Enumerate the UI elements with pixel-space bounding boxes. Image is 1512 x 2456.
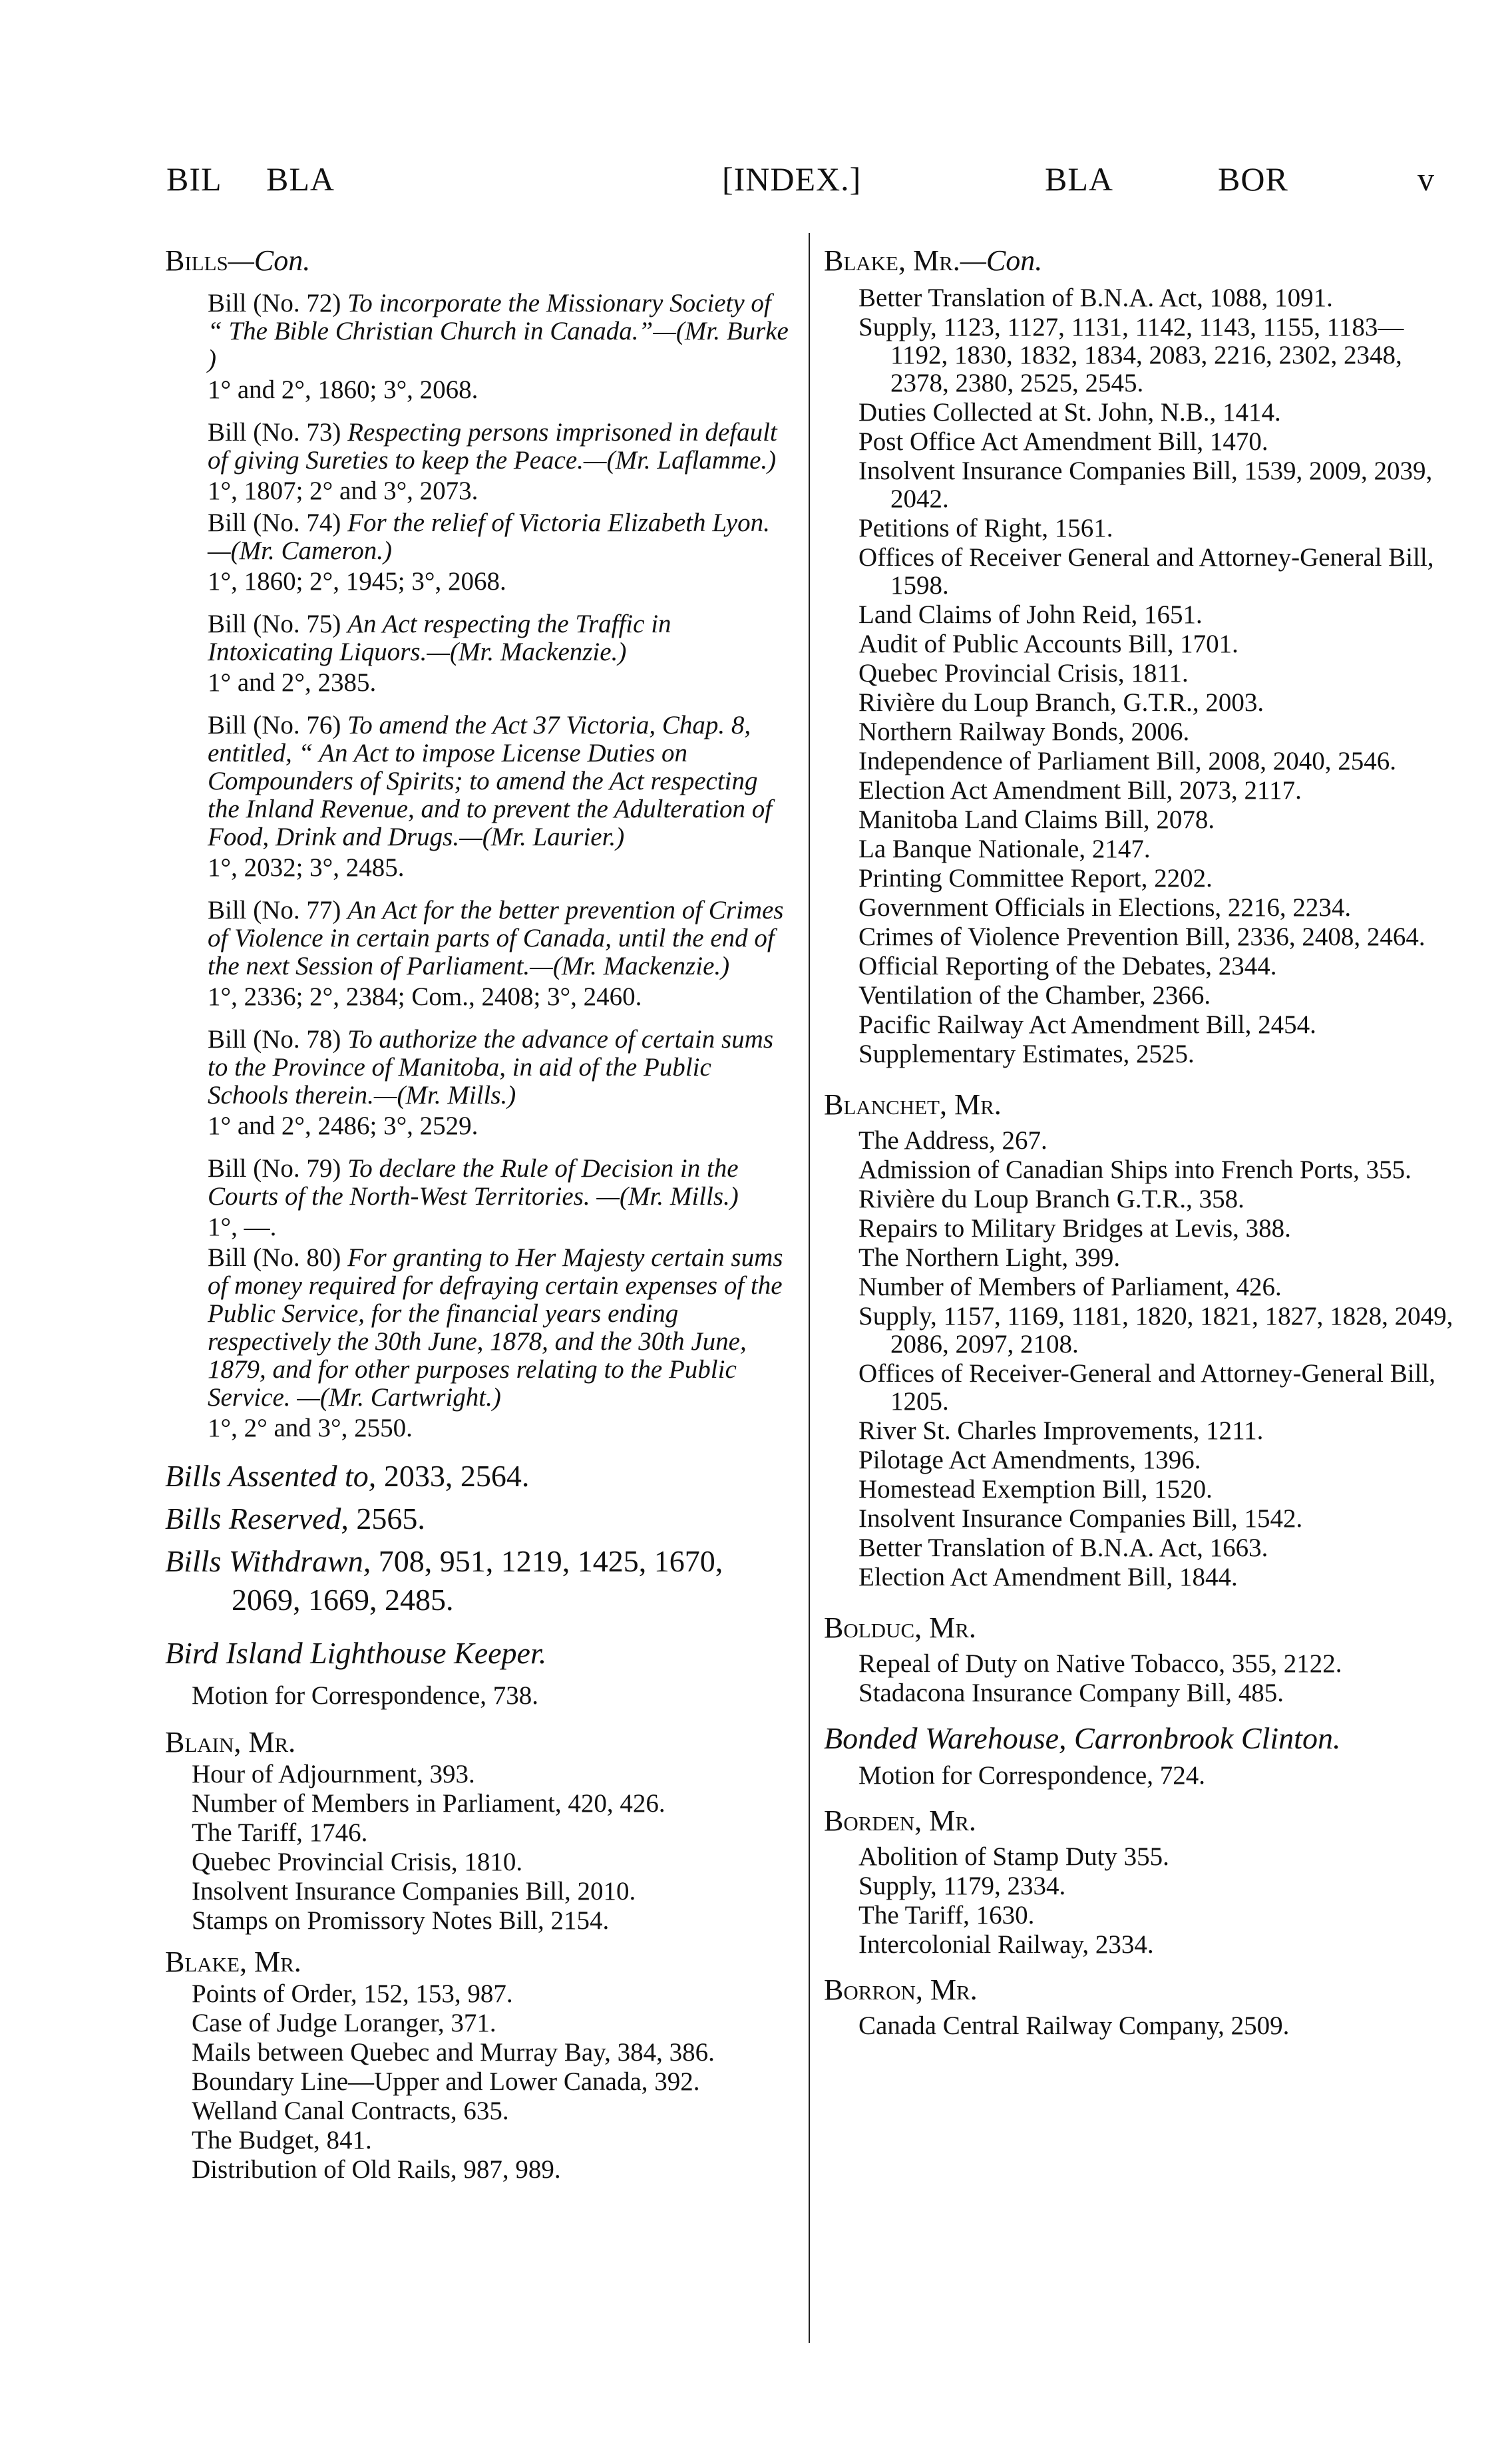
bolduc-entries [824,1650,1456,1707]
bill-title: To authorize the advance of certain sums to the Province of Manitoba, in aid of the Public Schools therein.—(Mr. Mills.) [208,1025,774,1110]
index-entry: Northern Railway Bonds, 2006. [858,717,1190,746]
index-entry: Audit of Public Accounts Bill, 1701. [858,630,1238,658]
index-entry: La Banque Nationale, 2147. [858,835,1151,863]
borden-entries [824,1843,1456,1959]
bill-entry [165,419,791,505]
index-entry: Distribution of Old Rails, 987, 989. [192,2155,561,2184]
header-left-term-2: BLA [266,160,335,198]
index-entry: Repairs to Military Bridges at Levis, 388. [858,1214,1291,1243]
bill-title: For granting to Her Majesty certain sums of money required for defraying certain expenses of the Public Service, for the financial years ending respectively the 30th June, 1878, and the 30th June, 1879, and for other purposes relating to the Public Service. —(Mr. Cartwright.) [208,1243,783,1412]
bill-title: An Act respecting the Traffic in Intoxicating Liquors.—(Mr. Mackenzie.) [208,610,671,666]
bill-readings: 1°, —. [208,1213,277,1241]
left-column [165,236,791,2184]
blake-con-heading: Blake, Mr.—Con. [824,244,1043,277]
index-entry: The Tariff, 1746. [192,1818,368,1847]
index-entry: Abolition of Stamp Duty 355. [858,1842,1169,1871]
index-entry: Post Office Act Amendment Bill, 1470. [858,427,1268,456]
index-entry: Election Act Amendment Bill, 1844. [858,1563,1238,1591]
bill-number: Bill (No. 80) [208,1243,341,1272]
bill-entry [165,897,791,1011]
blake-con-entries [824,284,1456,1068]
index-entry: Crimes of Violence Prevention Bill, 2336, 2408, 2464. [858,922,1425,951]
bill-title: To amend the Act 37 Victoria, Chap. 8, entitled, “ An Act to impose License Duties on Compounders of Spirits; to amend the Act respecting the Inland Revenue, and to prevent the Adulteration of Food, Drink and Drugs.—(Mr. Laurier.) [208,711,773,851]
index-entry: Mails between Quebec and Murray Bay, 384, 386. [192,2038,715,2067]
index-entry: Repeal of Duty on Native Tobacco, 355, 2122. [858,1649,1342,1678]
index-entry: Better Translation of B.N.A. Act, 1663. [858,1534,1268,1562]
bill-number: Bill (No. 72) [208,289,341,317]
bill-entry [165,712,791,882]
blain-entries [165,1760,791,1935]
bonded-warehouse-entry: Motion for Correspondence, 724. [858,1761,1205,1790]
bill-number: Bill (No. 75) [208,610,341,638]
bill-number: Bill (No. 76) [208,711,341,739]
index-entry: Printing Committee Report, 2202. [858,864,1213,893]
index-entry: Rivière du Loup Branch G.T.R., 358. [858,1185,1244,1213]
borden-heading: Borden, Mr. [824,1804,976,1837]
column-divider [809,233,810,2343]
index-entry: Government Officials in Elections, 2216, 2234. [858,893,1352,922]
index-entry: Stamps on Promissory Notes Bill, 2154. [192,1906,610,1935]
index-entry: River St. Charles Improvements, 1211. [858,1416,1264,1445]
index-entry: Admission of Canadian Ships into French Ports, 355. [858,1155,1412,1184]
index-entry: Case of Judge Loranger, 371. [192,2009,496,2037]
bill-title: An Act for the better prevention of Crimes of Violence in certain parts of Canada, until the end of the next Session of Parliament.—(Mr. Mackenzie.) [208,896,784,980]
running-header [166,160,1457,213]
index-entry: Quebec Provincial Crisis, 1811. [858,659,1189,688]
index-entry: Official Reporting of the Debates, 2344. [858,952,1277,980]
borron-heading: Borron, Mr. [824,1973,978,2006]
bills-heading: Bills—Con. [165,244,311,277]
borron-entry: Canada Central Railway Company, 2509. [858,2011,1290,2040]
index-entry: Supply, 1157, 1169, 1181, 1820, 1821, 1827, 1828, 2049, 2086, 2097, 2108. [858,1302,1453,1358]
index-entry: The Address, 267. [858,1126,1047,1155]
index-entry: Intercolonial Railway, 2334. [858,1930,1154,1959]
bill-entry [165,610,791,697]
bill-number: Bill (No. 74) [208,509,341,537]
bill-readings: 1°, 2032; 3°, 2485. [208,853,405,882]
bill-readings: 1°, 1860; 2°, 1945; 3°, 2068. [208,567,506,596]
index-entry: Election Act Amendment Bill, 2073, 2117. [858,776,1302,805]
index-entry: Number of Members in Parliament, 420, 426. [192,1789,665,1818]
bird-island-entry: Motion for Correspondence, 738. [192,1681,538,1710]
blanchet-heading: Blanchet, Mr. [824,1088,1002,1121]
bills-assented-entry: Bills Assented to, 2033, 2564. [165,1459,530,1493]
index-entry: The Tariff, 1630. [858,1901,1035,1930]
index-entry: Duties Collected at St. John, N.B., 1414. [858,398,1281,427]
right-column [824,236,1456,2040]
index-entry: Insolvent Insurance Companies Bill, 2010. [192,1877,636,1906]
index-entry: Pacific Railway Act Amendment Bill, 2454. [858,1010,1316,1039]
bonded-warehouse-heading: Bonded Warehouse, Carronbrook Clinton. [824,1721,1341,1755]
index-entry: Offices of Receiver-General and Attorney-General Bill, 1205. [858,1359,1435,1416]
index-entry: Supply, 1179, 2334. [858,1872,1066,1900]
index-entry: Welland Canal Contracts, 635. [192,2097,509,2125]
index-entry: Hour of Adjournment, 393. [192,1760,475,1788]
bill-entry [165,1244,791,1442]
index-entry: Stadacona Insurance Company Bill, 485. [858,1679,1284,1707]
bill-entry [165,1155,791,1241]
index-entry: Petitions of Right, 1561. [858,514,1113,542]
index-entry: Pilotage Act Amendments, 1396. [858,1446,1201,1474]
bill-number: Bill (No. 77) [208,896,341,924]
index-entry: Insolvent Insurance Companies Bill, 1539, 2009, 2039, 2042. [858,457,1433,513]
index-entry: Insolvent Insurance Companies Bill, 1542. [858,1504,1303,1533]
bird-island-heading: Bird Island Lighthouse Keeper. [165,1636,547,1670]
index-entry: Manitoba Land Claims Bill, 2078. [858,805,1215,834]
index-entry: The Budget, 841. [192,2126,372,2154]
bill-title: To incorporate the Missionary Society of “ The Bible Christian Church in Canada.”—(Mr. Burke ) [208,289,789,373]
index-entry: Number of Members of Parliament, 426. [858,1273,1282,1301]
blanchet-entries [824,1127,1456,1591]
index-entry: Quebec Provincial Crisis, 1810. [192,1848,523,1876]
bolduc-heading: Bolduc, Mr. [824,1611,976,1644]
bill-readings: 1°, 2° and 3°, 2550. [208,1414,413,1442]
header-right-term-1: BLA [1045,160,1113,198]
bill-entry [165,509,791,596]
bill-readings: 1°, 2336; 2°, 2384; Com., 2408; 3°, 2460. [208,982,642,1011]
bill-readings: 1°, 1807; 2° and 3°, 2073. [208,477,478,505]
header-left-term-1: BIL [166,160,222,198]
index-entry: Land Claims of John Reid, 1651. [858,600,1203,629]
page-number: v [1418,160,1435,198]
header-right-term-2: BOR [1218,160,1288,198]
index-entry: Independence of Parliament Bill, 2008, 2040, 2546. [858,747,1396,775]
index-entry: Homestead Exemption Bill, 1520. [858,1475,1213,1504]
bill-list [165,290,791,1442]
blake-entries [165,1980,791,2184]
bill-number: Bill (No. 73) [208,418,341,447]
bill-number: Bill (No. 79) [208,1154,341,1183]
index-entry: Rivière du Loup Branch, G.T.R., 2003. [858,688,1264,717]
blain-heading: Blain, Mr. [165,1726,296,1758]
index-entry: Supply, 1123, 1127, 1131, 1142, 1143, 1155, 1183—1192, 1830, 1832, 1834, 2083, 2216, 2302, 2348, 2378, 2380, 2525, 2545. [858,313,1404,397]
bill-entry [165,1026,791,1140]
index-entry: Boundary Line—Upper and Lower Canada, 392. [192,2067,700,2096]
bills-withdrawn-entry: Bills Withdrawn, 708, 951, 1219, 1425, 1670, 2069, 1669, 2485. [165,1544,723,1617]
bill-readings: 1° and 2°, 2385. [208,668,377,697]
index-entry: Offices of Receiver General and Attorney-General Bill, 1598. [858,543,1434,600]
bill-readings: 1° and 2°, 2486; 3°, 2529. [208,1112,478,1140]
index-entry: The Northern Light, 399. [858,1243,1121,1272]
index-entry: Better Translation of B.N.A. Act, 1088, 1091. [858,284,1333,312]
bill-title: Respecting persons imprisoned in default of giving Sureties to keep the Peace.—(Mr. Laflamme.) [208,418,777,475]
bill-title: For the relief of Victoria Elizabeth Lyon.—(Mr. Cameron.) [208,509,770,565]
bills-reserved-entry: Bills Reserved, 2565. [165,1502,425,1535]
index-entry: Ventilation of the Chamber, 2366. [858,981,1211,1010]
index-entry: Supplementary Estimates, 2525. [858,1040,1195,1068]
header-title: [INDEX.] [722,160,862,198]
bill-title: To declare the Rule of Decision in the Courts of the North-West Territories. —(Mr. Mills.) [208,1154,739,1211]
blake-heading: Blake, Mr. [165,1945,301,1978]
bill-entry [165,290,791,404]
index-entry: Points of Order, 152, 153, 987. [192,1979,513,2008]
bill-readings: 1° and 2°, 1860; 3°, 2068. [208,375,478,404]
bill-number: Bill (No. 78) [208,1025,341,1054]
